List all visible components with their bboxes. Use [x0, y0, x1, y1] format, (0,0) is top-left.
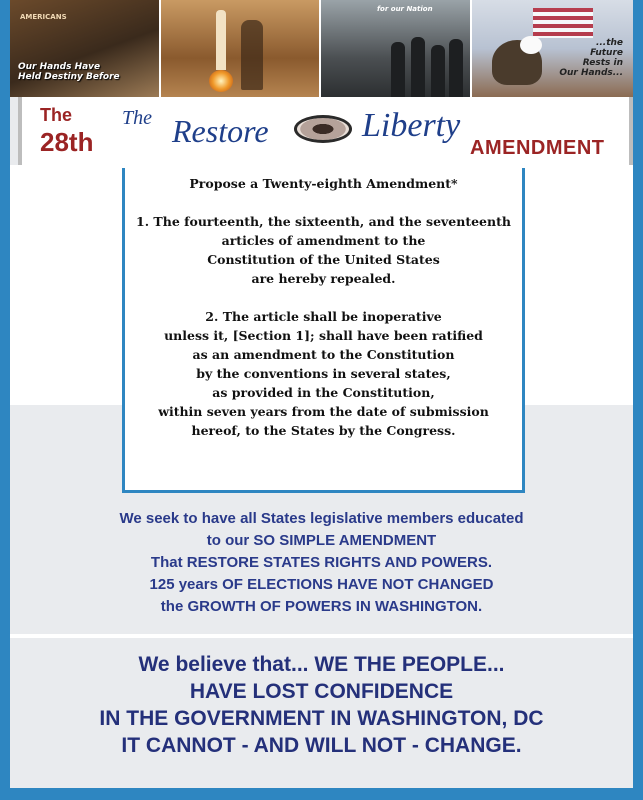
title-28th: 28th [40, 127, 94, 157]
eagle-head-image [520, 36, 542, 54]
section2-line: hereof, to the States by the Congress. [191, 423, 456, 438]
rocket-image [216, 10, 226, 70]
section2-line: unless it, [Section 1]; shall have been ratified [164, 328, 483, 343]
caption-line: Our Hands... [559, 68, 624, 78]
banner-caption-hands [18, 62, 120, 82]
caption-line: ...the [595, 38, 624, 48]
section1-line: Constitution of the United States [207, 252, 440, 267]
spacer [125, 288, 522, 307]
amendment-heading: Propose a Twenty-eighth Amendment* [189, 176, 458, 191]
banner-americans-text: AMERICANS [20, 13, 67, 21]
banner-caption-future [559, 38, 623, 78]
caption-line: Our Hands Have [18, 62, 101, 72]
title-restore: Restore [172, 113, 269, 149]
statue-of-liberty-image [241, 20, 263, 90]
banner-panel-soldiers [321, 0, 472, 97]
banner-panel-liberty [161, 0, 321, 97]
caption-line: Rests in [582, 58, 624, 68]
soldier-figure [411, 37, 425, 97]
spacer [125, 193, 522, 212]
eye-icon [294, 115, 352, 143]
message-line: We seek to have all States legislative members educated [119, 510, 524, 527]
amendment-text-box [122, 168, 525, 493]
photo-banner [10, 0, 633, 97]
title-the: The [40, 105, 73, 125]
message-line: IN THE GOVERNMENT IN WASHINGTON, DC [99, 707, 544, 730]
section1-line: 1. The fourteenth, the sixteenth, and the seventeenth [136, 214, 511, 229]
section1-line: articles of amendment to the [221, 233, 426, 248]
section2-line: by the conventions in several states, [196, 366, 451, 381]
message-line: That RESTORE STATES RIGHTS AND POWERS. [150, 554, 493, 571]
section1-line: are hereby repealed. [251, 271, 396, 286]
title-the-script: The [122, 107, 152, 129]
rocket-flame-image [209, 70, 233, 92]
banner-panel-hands [10, 0, 161, 97]
section2-line: as an amendment to the Constitution [192, 347, 455, 362]
section2-line: 2. The article shall be inoperative [205, 309, 442, 324]
message-line: IT CANNOT - AND WILL NOT - CHANGE. [121, 734, 522, 757]
message-line: to our SO SIMPLE AMENDMENT [206, 532, 437, 549]
message-line: the GROWTH OF POWERS IN WASHINGTON. [160, 598, 483, 615]
divider [10, 634, 633, 638]
belief-message [10, 651, 633, 759]
education-message [10, 508, 633, 618]
title-bar [18, 97, 633, 165]
caption-line: Held Destiny Before [18, 72, 120, 82]
message-line: We believe that... WE THE PEOPLE... [138, 653, 505, 676]
section2-line: within seven years from the date of submission [158, 404, 489, 419]
banner-nation-text: for our Nation [377, 5, 433, 13]
section2-line: as provided in the Constitution, [212, 385, 435, 400]
banner-panel-eagle [472, 0, 633, 97]
flag-image [533, 8, 593, 38]
soldier-figure [449, 39, 463, 97]
title-liberty: Liberty [362, 107, 461, 144]
message-line: 125 years OF ELECTIONS HAVE NOT CHANGED [149, 576, 494, 593]
poster [10, 0, 633, 788]
message-line: HAVE LOST CONFIDENCE [189, 680, 454, 703]
soldier-figure [391, 42, 405, 97]
caption-line: Future [590, 48, 624, 58]
title-amendment: AMENDMENT [470, 137, 605, 159]
soldier-figure [431, 45, 445, 97]
